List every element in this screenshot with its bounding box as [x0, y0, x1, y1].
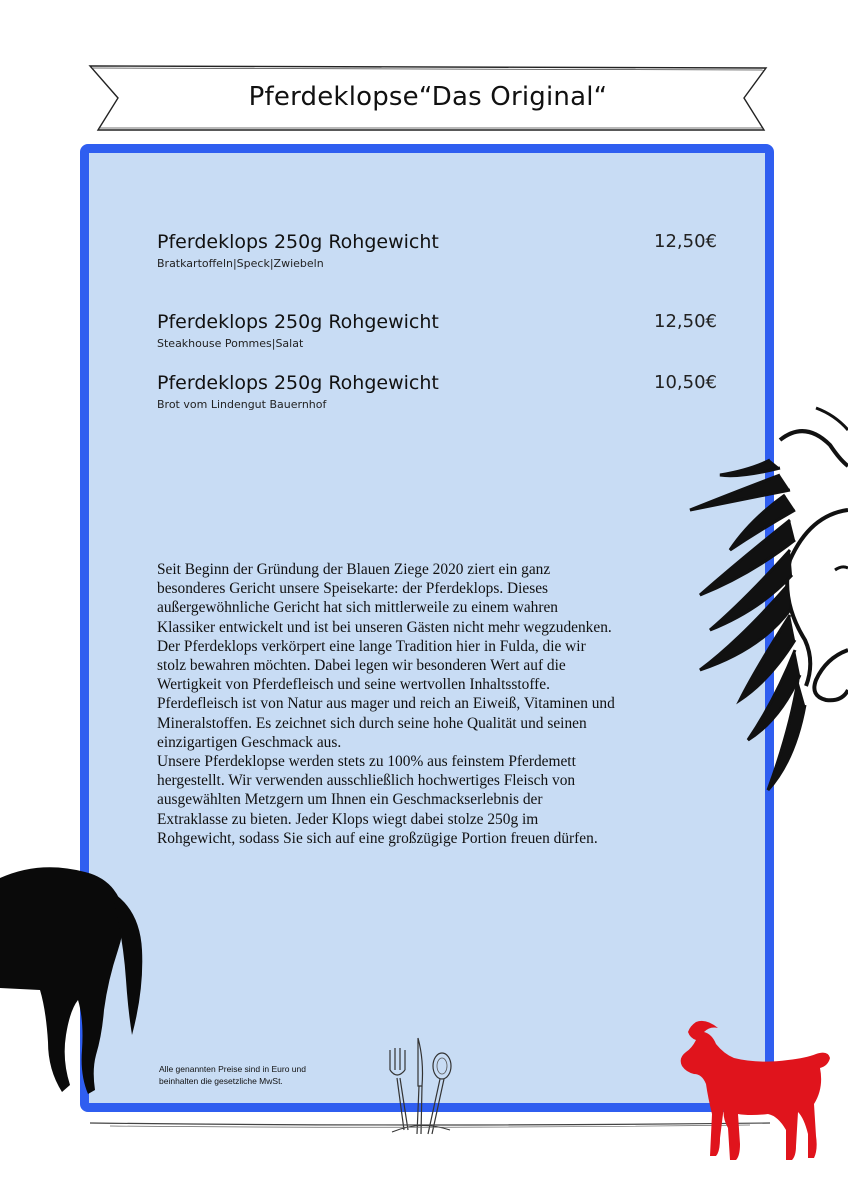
goat-icon: [678, 1018, 838, 1168]
story-paragraph: Seit Beginn der Gründung der Blauen Ziege 2020 ziert ein ganz besonderes Gericht unsere Speisekarte: der Pferdeklops. Dieses außergewöhnliche Gericht hat sich mittlerweile zu einem wahren Klassiker entwickelt und ist bei unseren Gästen nicht mehr wegzudenken.: [157, 561, 612, 636]
menu-item-name: Pferdeklops 250g Rohgewicht: [157, 372, 439, 394]
horse-silhouette: [0, 860, 150, 1110]
menu-item-price: 12,50€: [654, 311, 717, 332]
title-banner: [88, 64, 768, 134]
divider-line: [90, 1120, 770, 1130]
menu-item-name: Pferdeklops 250g Rohgewicht: [157, 231, 439, 253]
menu-item-name: Pferdeklops 250g Rohgewicht: [157, 311, 439, 333]
story-paragraph: Der Pferdeklops verkörpert eine lange Tradition hier in Fulda, die wir stolz bewahren möchten. Dabei legen wir besonderen Wert auf die Wertigkeit von Pferdefleisch und seine wertvollen Inhaltsstoffe. Pferdefleisch ist von Natur aus mager und reich an Eiweiß, Vitaminen und Mineralstoffen. Es zeichnet sich durch seine hohe Qualität und seinen einzigartigen Geschmack aus.: [157, 637, 615, 751]
menu-item: [157, 311, 717, 350]
menu-item: [157, 231, 717, 270]
menu-item-price: 12,50€: [654, 231, 717, 252]
menu-item-price: 10,50€: [654, 372, 717, 393]
price-footnote: Alle genannten Preise sind in Euro und beinhalten die gesetzliche MwSt.: [159, 1064, 306, 1086]
menu-item-description: Bratkartoffeln|Speck|Zwiebeln: [157, 257, 324, 270]
story-paragraph: Unsere Pferdeklopse werden stets zu 100% aus feinstem Pferdemett hergestellt. Wir verwenden ausschließlich hochwertiges Fleisch von ausgewählten Metzgern um Ihnen ein Geschmackserlebnis der Extraklasse zu bieten. Jeder Klops wiegt dabei stolze 250g im Rohgewicht, sodass Sie sich auf eine großzügige Portion freuen dürfen.: [157, 753, 598, 847]
menu-item-description: Steakhouse Pommes|Salat: [157, 337, 304, 350]
menu-item-description: Brot vom Lindengut Bauernhof: [157, 398, 327, 411]
story-text: [157, 560, 617, 848]
page-title: Pferdeklopse“Das Original“: [248, 82, 608, 112]
horse-head-illustration: [630, 400, 848, 800]
